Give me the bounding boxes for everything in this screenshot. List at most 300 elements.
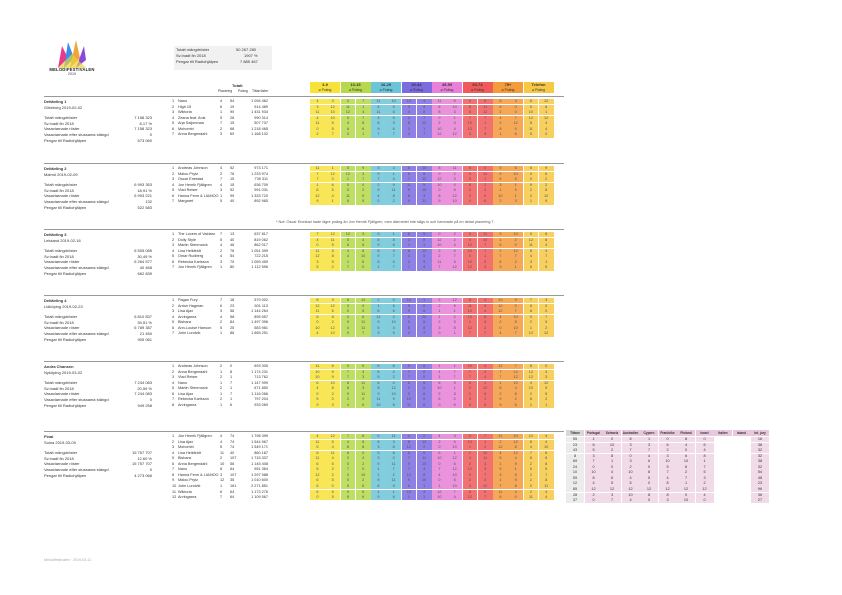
entry-artist: Anna Bergendahl xyxy=(178,132,208,137)
vote-cell: 8 xyxy=(493,495,508,500)
vote-cell: 1 xyxy=(356,105,371,110)
stat-value: 522 583 xyxy=(137,204,152,210)
jury-cell: 7 xyxy=(640,448,658,453)
vote-cell: 1 xyxy=(539,403,554,408)
vote-cell: 4 xyxy=(341,326,356,331)
jury-cell: 32 xyxy=(751,448,769,453)
vote-cell: 8 xyxy=(386,194,401,199)
vote-cell: 11 xyxy=(325,238,340,243)
vote-cell: 9 xyxy=(463,232,478,237)
vote-cell: 3 xyxy=(371,445,386,450)
vote-cell: 1 xyxy=(508,194,523,199)
entry-number: 1 xyxy=(172,232,175,236)
vote-cell: 5 xyxy=(386,116,401,121)
vote-cell: 6 xyxy=(463,403,478,408)
vote-cell: 0 xyxy=(478,166,493,171)
vote-cell: 7 xyxy=(524,298,539,303)
jury-cell: 32 xyxy=(751,465,769,470)
vote-cell: 10 xyxy=(493,304,508,309)
stat-label: Vasaviarnade röster xyxy=(44,325,80,331)
vote-cell: 7 xyxy=(356,99,371,104)
section-date: Solna 2019-03-09 xyxy=(44,439,76,445)
vote-cell: 9 xyxy=(402,478,417,483)
stat-label: Pengar till Radiohjälpen xyxy=(44,270,87,276)
section-summary xyxy=(44,232,152,276)
section-summary xyxy=(44,99,152,143)
vote-cell: 11 xyxy=(402,403,417,408)
entry-poang: 15 xyxy=(230,182,235,187)
vote-cell: 8 xyxy=(524,309,539,314)
jury-cell: 2 xyxy=(677,470,695,475)
entry-tittarroster: 895 557 xyxy=(254,314,268,319)
jury-cell: 3 xyxy=(622,443,640,448)
vote-cell: 5 xyxy=(325,478,340,483)
vote-cell: 7 xyxy=(432,467,447,472)
jury-cell: 5 xyxy=(603,481,621,486)
vote-cell: 8 xyxy=(524,456,539,461)
vote-cell: 4 xyxy=(447,495,462,500)
stat-value: 15 757 707 xyxy=(131,461,152,467)
vote-cell: 10 xyxy=(356,254,371,259)
section-stat xyxy=(44,337,152,343)
age-group-subheader: ⌀ Poäng xyxy=(493,88,523,93)
vote-cell: 8 xyxy=(371,249,386,254)
vote-cell: 9 xyxy=(402,364,417,369)
vote-cell: 2 xyxy=(386,473,401,478)
vote-cell: 7 xyxy=(493,370,508,375)
vote-cell: 4 xyxy=(508,490,523,495)
section-summary xyxy=(44,166,152,210)
vote-cell: 8 xyxy=(402,440,417,445)
entry-poang: 68 xyxy=(230,126,235,131)
vote-cell: 4 xyxy=(341,440,356,445)
entry-number: 9 xyxy=(172,478,175,483)
vote-cell: 6 xyxy=(356,260,371,265)
totals-value-2: 7 885 467 xyxy=(240,59,258,64)
vote-cell: 2 xyxy=(539,326,554,331)
vote-cell: 5 xyxy=(325,462,340,467)
vote-cell: 3 xyxy=(386,249,401,254)
vote-cell: 2 xyxy=(386,199,401,204)
vote-cell: 2 xyxy=(493,110,508,115)
vote-cell: 5 xyxy=(325,121,340,126)
vote-cell: 4 xyxy=(310,116,325,121)
entry-tittarroster: 1 094 462 xyxy=(251,99,268,103)
vote-cell: 2 xyxy=(432,392,447,397)
vote-cell: 2 xyxy=(325,467,340,472)
vote-cell: 2 xyxy=(524,473,539,478)
vote-cell: 2 xyxy=(341,397,356,402)
section-stat xyxy=(44,271,152,277)
vote-cell: 8 xyxy=(341,381,356,386)
entry-artist: Mohombi xyxy=(178,126,194,131)
vote-cell: 2 xyxy=(493,249,508,254)
stat-value: 0 xyxy=(149,466,152,472)
entry-artist: Ann-Louise Hanson xyxy=(178,325,212,330)
vote-cell: 9 xyxy=(402,199,417,204)
jury-cell: 7 xyxy=(696,465,714,470)
vote-cell: 8 xyxy=(356,249,371,254)
vote-cell: 5 xyxy=(371,375,386,380)
jury-cell: 10 xyxy=(622,493,640,498)
vote-cell: 4 xyxy=(478,298,493,303)
jury-header: Frankrike xyxy=(660,431,675,435)
vote-cell: 8 xyxy=(524,364,539,369)
vote-cell: 6 xyxy=(310,484,325,489)
vote-cell: 6 xyxy=(386,495,401,500)
age-group-header: 75+ xyxy=(493,82,523,88)
vote-cell: 2 xyxy=(402,116,417,121)
entry-number: 5 xyxy=(172,254,175,259)
entry-placering: 2 xyxy=(220,375,223,380)
vote-cell: 7 xyxy=(402,375,417,380)
vote-cell: 8 xyxy=(508,392,523,397)
vote-cell: 9 xyxy=(478,392,493,397)
vote-cell: 9 xyxy=(386,397,401,402)
section-date: Göteborg 2019-02-02 xyxy=(44,104,83,110)
vote-cell: 1 xyxy=(341,260,356,265)
vote-cell: 0 xyxy=(432,462,447,467)
vote-cell: 12 xyxy=(325,434,340,439)
entry-tittarroster: 601 113 xyxy=(254,303,268,308)
vote-cell: 4 xyxy=(417,265,432,270)
section-title: Deltävling 2 xyxy=(44,166,67,171)
vote-cell: 1 xyxy=(463,392,478,397)
jury-cell: 10 xyxy=(677,498,695,503)
vote-cell: 7 xyxy=(508,309,523,314)
vote-cell: 9 xyxy=(402,309,417,314)
vote-cell: 8 xyxy=(402,249,417,254)
vote-cell: 7 xyxy=(386,254,401,259)
jury-cell: 23 xyxy=(566,443,584,448)
vote-cell: 5 xyxy=(402,381,417,386)
jury-cell: 32 xyxy=(751,454,769,459)
entry-tittarroster: 1 297 988 xyxy=(251,472,268,477)
entry-artist: High 15 xyxy=(178,104,192,109)
jury-cell: 7 xyxy=(585,459,603,464)
vote-cell: 0 xyxy=(310,243,325,248)
vote-cell: 9 xyxy=(508,462,523,467)
vote-cell: 11 xyxy=(493,490,508,495)
vote-cell: 3 xyxy=(371,116,386,121)
vote-cell: 4 xyxy=(386,326,401,331)
vote-cell: 1 xyxy=(341,177,356,182)
entry-poang: 80 xyxy=(230,265,235,270)
entry-poang: 23 xyxy=(230,303,235,308)
vote-cell: 6 xyxy=(417,320,432,325)
vote-cell: 7 xyxy=(463,370,478,375)
entry-artist: Omar Rudberg xyxy=(178,254,204,259)
vote-cell: 9 xyxy=(310,199,325,204)
vote-cell: 8 xyxy=(539,478,554,483)
vote-cell: 12 xyxy=(432,490,447,495)
vote-cell: 12 xyxy=(447,194,462,199)
jury-cell: 7 xyxy=(677,476,695,481)
stat-value: 8,17 % xyxy=(139,120,152,126)
vote-cell: 9 xyxy=(371,392,386,397)
stat-value: 12,60 % xyxy=(137,455,152,461)
entry-placering: 7 xyxy=(220,495,223,500)
vote-cell: 2 xyxy=(524,490,539,495)
entry-poang: 84 xyxy=(230,320,235,325)
vote-cell: 10 xyxy=(325,331,340,336)
vote-cell: 4 xyxy=(524,445,539,450)
vote-cell: 3 xyxy=(447,110,462,115)
entry-poang: 56 xyxy=(230,461,235,466)
entry-tittarroster: 860 187 xyxy=(254,450,268,455)
jury-cell: 36 xyxy=(751,493,769,498)
vote-cell: 6 xyxy=(386,309,401,314)
vote-cell: 5 xyxy=(356,194,371,199)
section-divider xyxy=(44,96,564,97)
stat-value: 7 244 083 xyxy=(134,391,152,397)
jury-cell: 4 xyxy=(677,443,695,448)
stat-value: 0 xyxy=(149,131,152,137)
vote-cell: 4 xyxy=(478,370,493,375)
vote-cell: 6 xyxy=(356,127,371,132)
vote-cell: 0 xyxy=(524,172,539,177)
vote-cell: 12 xyxy=(524,331,539,336)
vote-cell: 11 xyxy=(447,166,462,171)
entry-tittarroster: 1 497 396 xyxy=(251,320,268,325)
vote-cell: 12 xyxy=(371,315,386,320)
vote-cell: 5 xyxy=(341,238,356,243)
vote-cell: 2 xyxy=(524,392,539,397)
stat-label: Totalt mängdröster xyxy=(44,248,78,254)
vote-cell: 12 xyxy=(310,194,325,199)
jury-cell: 0 xyxy=(640,498,658,503)
vote-cell: 6 xyxy=(386,243,401,248)
vote-cell: 9 xyxy=(478,320,493,325)
entry-number: 6 xyxy=(172,461,175,466)
vote-cell: 11 xyxy=(310,249,325,254)
vote-cell: 10 xyxy=(417,462,432,467)
vote-cell: 10 xyxy=(463,364,478,369)
vote-cell: 1 xyxy=(417,495,432,500)
jury-cell: 12 xyxy=(659,487,677,492)
vote-cell: 1 xyxy=(463,451,478,456)
vote-cell: 1 xyxy=(402,243,417,248)
age-group-header: 16-29 xyxy=(371,82,401,88)
vote-cell: 10 xyxy=(463,309,478,314)
jury-cell: 85 xyxy=(566,487,584,492)
jury-cell: 8 xyxy=(659,493,677,498)
vote-cell: 12 xyxy=(402,99,417,104)
entry-placering: 1 xyxy=(220,369,223,374)
vote-cell: 2 xyxy=(432,304,447,309)
entry-tittarroster: 933 069 xyxy=(254,402,268,407)
vote-cell: 9 xyxy=(325,370,340,375)
stat-value: 30,49 % xyxy=(137,253,152,259)
age-group-subheader: ⌀ Poäng xyxy=(341,88,371,93)
vote-cell: 5 xyxy=(539,320,554,325)
vote-cell: 11 xyxy=(386,188,401,193)
vote-cell: 0 xyxy=(432,331,447,336)
vote-cell: 3 xyxy=(325,403,340,408)
vote-cell: 8 xyxy=(356,121,371,126)
vote-cell: 2 xyxy=(447,315,462,320)
entry-tittarroster: 973 171 xyxy=(254,166,268,170)
entry-number: 3 xyxy=(172,309,175,314)
stat-value: 949 258 xyxy=(137,402,152,408)
vote-cell: 7 xyxy=(402,467,417,472)
entry-number: 4 xyxy=(172,182,175,187)
vote-cell: 11 xyxy=(478,456,493,461)
brand-year: 2019 xyxy=(68,72,76,76)
vote-cell: 3 xyxy=(402,254,417,259)
vote-cell: 8 xyxy=(341,298,356,303)
vote-cell: 8 xyxy=(417,326,432,331)
stat-label: Pengar till Radiohjälpen xyxy=(44,204,87,210)
vote-cell: 8 xyxy=(386,445,401,450)
vote-cell: 9 xyxy=(417,183,432,188)
section-summary xyxy=(44,434,152,478)
vote-cell: 1 xyxy=(371,304,386,309)
vote-cell: 12 xyxy=(341,110,356,115)
entry-artist: Andreas Johnson xyxy=(178,364,208,368)
vote-cell: 4 xyxy=(508,386,523,391)
vote-cell: 12 xyxy=(463,326,478,331)
footnote: * Not: Oscar Enestad hade lägre poäng än Jon Henrik Fjällgren, men därmedel inte sågs in och hamnade på en delad placering 7. xyxy=(276,220,495,224)
vote-cell: 12 xyxy=(447,132,462,137)
vote-cell: 12 xyxy=(508,370,523,375)
vote-cell: 4 xyxy=(493,451,508,456)
vote-cell: 4 xyxy=(386,166,401,171)
jury-header: Italien xyxy=(714,430,732,436)
jury-cell: 12 xyxy=(566,481,584,486)
entry-tittarroster: 862 017 xyxy=(254,243,268,248)
vote-cell: 10 xyxy=(524,386,539,391)
vote-cell: 1 xyxy=(478,254,493,259)
vote-cell: 3 xyxy=(386,121,401,126)
header-placering: Placering xyxy=(218,89,233,93)
entry-artist: Rebecka Karlsson xyxy=(178,397,209,402)
vote-cell: 5 xyxy=(310,445,325,450)
vote-cell: 4 xyxy=(310,99,325,104)
vote-cell: 6 xyxy=(386,127,401,132)
jury-cell: 10 xyxy=(622,470,640,475)
entry-artist: Arvingarna xyxy=(178,495,197,500)
vote-cell: 7 xyxy=(447,254,462,259)
vote-cell: 0 xyxy=(325,484,340,489)
vote-cell: 5 xyxy=(325,188,340,193)
entry-poang: 76 xyxy=(230,171,235,176)
vote-cell: 2 xyxy=(402,386,417,391)
vote-cell: 12 xyxy=(386,386,401,391)
vote-cell: 9 xyxy=(371,462,386,467)
vote-cell: 5 xyxy=(341,166,356,171)
vote-cell: 10 xyxy=(432,127,447,132)
vote-cell: 12 xyxy=(432,177,447,182)
vote-cell: 4 xyxy=(432,434,447,439)
entry-artist: Arja Saijonmaa xyxy=(178,121,204,126)
vote-cell: 8 xyxy=(478,315,493,320)
entry-poang: 40 xyxy=(230,450,235,455)
vote-cell: 6 xyxy=(341,495,356,500)
section-divider xyxy=(44,229,564,230)
vote-cell: 10 xyxy=(539,445,554,450)
vote-cell: 8 xyxy=(539,456,554,461)
vote-cell: 3 xyxy=(402,105,417,110)
entry-number: 12 xyxy=(172,495,177,500)
vote-cell: 7 xyxy=(524,451,539,456)
entry-poang: 15 xyxy=(230,121,235,126)
vote-cell: 11 xyxy=(310,110,325,115)
stat-value: 132 xyxy=(145,198,152,204)
vote-cell: 2 xyxy=(417,434,432,439)
vote-cell: 11 xyxy=(310,440,325,445)
entry-poang: 35 xyxy=(230,478,235,483)
vote-cell: 10 xyxy=(508,315,523,320)
vote-cell: 3 xyxy=(356,370,371,375)
vote-cell: 9 xyxy=(508,188,523,193)
entry-placering: 2 xyxy=(220,320,223,325)
vote-cell: 8 xyxy=(493,243,508,248)
vote-cell: 3 xyxy=(310,105,325,110)
vote-cell: 11 xyxy=(310,364,325,369)
vote-cell: 11 xyxy=(356,326,371,331)
vote-cell: 1 xyxy=(402,495,417,500)
vote-cell: 3 xyxy=(463,397,478,402)
entry-number: 6 xyxy=(172,193,175,198)
entry-tittarroster: 797 204 xyxy=(254,397,268,402)
vote-cell: 10 xyxy=(447,473,462,478)
vote-cell: 4 xyxy=(508,456,523,461)
vote-cell: 2 xyxy=(325,320,340,325)
jury-cell: 10 xyxy=(585,470,603,475)
entry-tittarroster: 1 218 465 xyxy=(251,126,268,131)
entry-tittarroster: 1 715 337 xyxy=(251,456,268,461)
entry-tittarroster: 1 333 720 xyxy=(251,193,268,198)
stat-label: Pengar till Radiohjälpen xyxy=(44,402,87,408)
vote-cell: 12 xyxy=(432,238,447,243)
vote-cell: 1 xyxy=(386,172,401,177)
vote-cell: 6 xyxy=(356,403,371,408)
vote-cell: 8 xyxy=(402,326,417,331)
vote-cell: 3 xyxy=(310,260,325,265)
vote-cell: 3 xyxy=(463,132,478,137)
vote-cell: 4 xyxy=(524,254,539,259)
vote-cell: 7 xyxy=(341,467,356,472)
vote-cell: 2 xyxy=(386,375,401,380)
vote-cell: 0 xyxy=(508,110,523,115)
vote-cell: 7 xyxy=(341,265,356,270)
vote-cell: 9 xyxy=(341,490,356,495)
vote-cell: 0 xyxy=(356,265,371,270)
vote-cell: 6 xyxy=(524,304,539,309)
stat-label: Sv.Inadf.fin 2018 xyxy=(44,319,74,325)
jury-cell: 12 xyxy=(696,487,714,492)
vote-cell: 9 xyxy=(493,467,508,472)
vote-cell: 10 xyxy=(417,315,432,320)
entry-artist: Malou Prytz xyxy=(178,478,199,483)
vote-cell: 6 xyxy=(341,451,356,456)
vote-cell: 6 xyxy=(447,478,462,483)
vote-cell: 8 xyxy=(356,440,371,445)
vote-cell: 1 xyxy=(432,370,447,375)
vote-cell: 1 xyxy=(493,188,508,193)
entry-artist: Arvingarna xyxy=(178,314,197,319)
entry-placering: 1 xyxy=(220,380,223,385)
vote-cell: 6 xyxy=(508,166,523,171)
jury-cell: 8 xyxy=(659,481,677,486)
entry-placering: 2 xyxy=(220,364,223,368)
jury-header: Int. jury xyxy=(751,430,769,436)
vote-cell: 12 xyxy=(310,473,325,478)
entry-tittarroster: 1 544 967 xyxy=(251,439,268,444)
age-group-header: 3-9 xyxy=(310,82,340,88)
vote-cell: 6 xyxy=(524,265,539,270)
